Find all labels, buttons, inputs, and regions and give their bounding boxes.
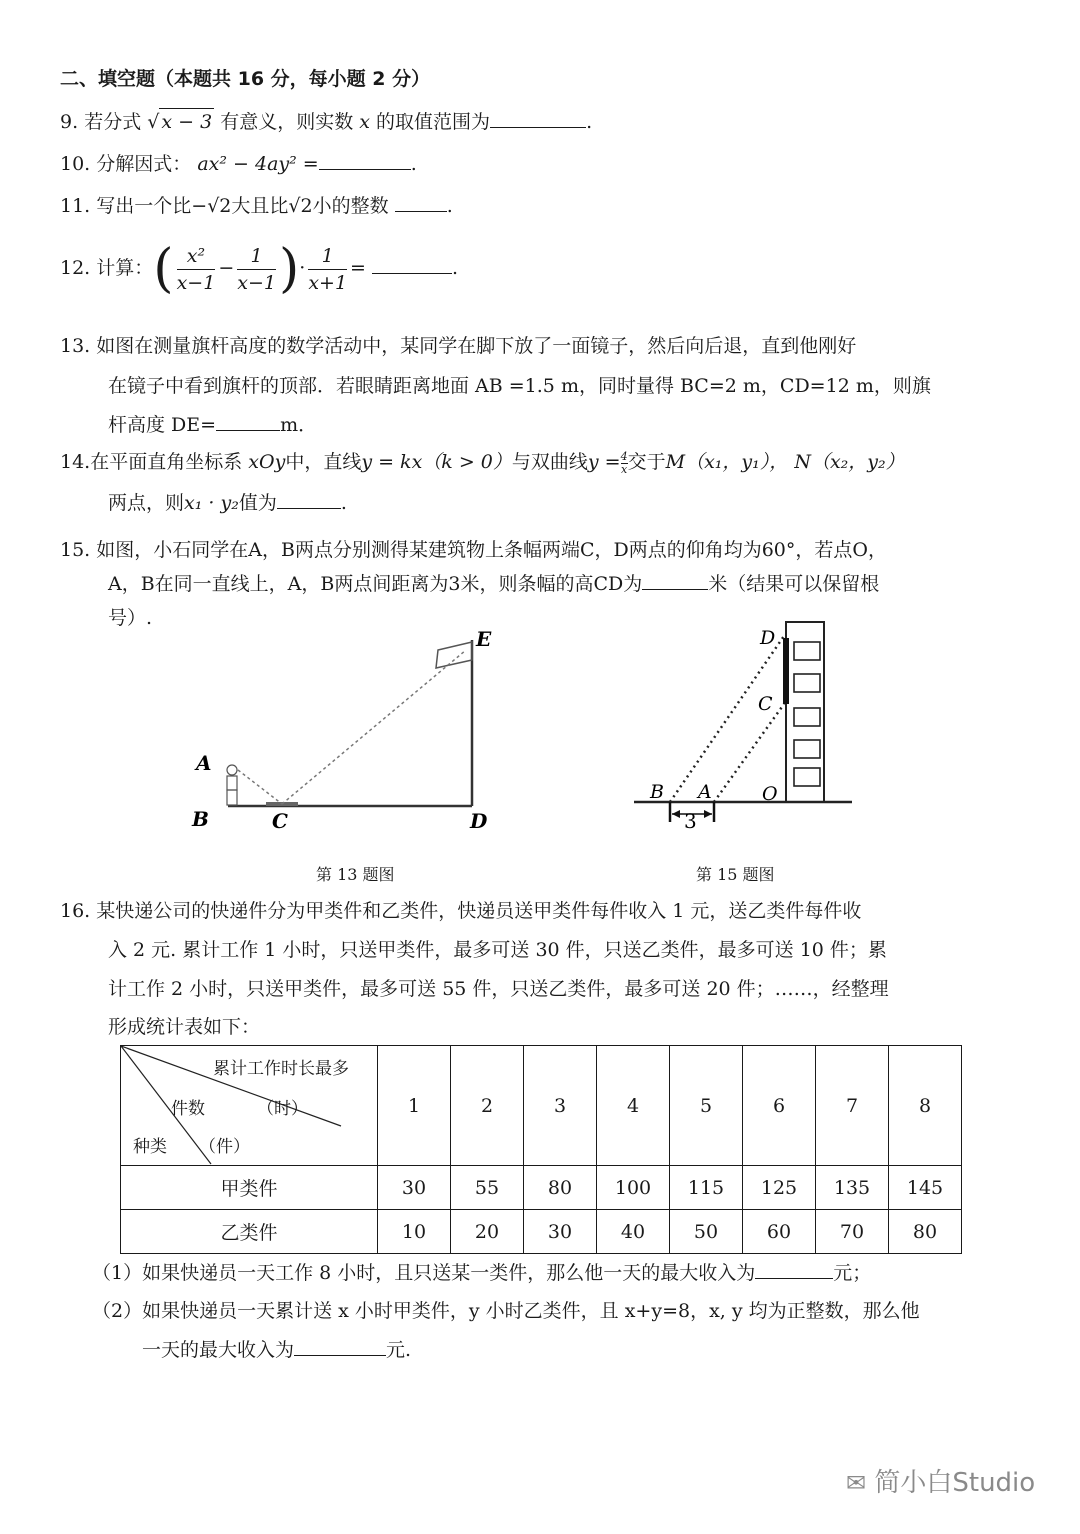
- q13-text-2: 在镜子中看到旗杆的顶部．若眼睛距离地面 AB =1.5 m，同时量得 BC=2 m，CD=12 m，则旗: [108, 375, 931, 397]
- q12-text: 计算：: [96, 257, 154, 279]
- table-cell: 40: [597, 1210, 670, 1254]
- q16-text-4: 形成统计表如下：: [108, 1016, 261, 1038]
- q10-number: 10.: [60, 153, 91, 175]
- table-header-row: [121, 1046, 962, 1166]
- fig13-label-d: D: [470, 809, 488, 833]
- q14-point-m: M（x₁，y₁），: [665, 451, 789, 473]
- q16-sub1-answer-blank[interactable]: [755, 1260, 833, 1279]
- q13-answer-blank[interactable]: [216, 412, 280, 431]
- wechat-icon: ✉: [846, 1469, 867, 1497]
- question-14-line-1: [60, 449, 905, 476]
- q11-neg-root: −√2: [191, 195, 232, 217]
- question-12: 12. 计算：( $\frac{\text{x²}}{x-1}$ − $\frac{1}{x-1}$ )· $\frac{1}{x+1}$ = .: [60, 239, 459, 299]
- q14-point-n: N（x₂，y₂）: [794, 451, 905, 473]
- q14-expression: x₁ · y₂: [184, 492, 239, 514]
- table-cell: 55: [451, 1166, 524, 1210]
- q9-text-3: 的取值范围为: [376, 111, 491, 133]
- hour-cell: 7: [816, 1046, 889, 1166]
- q12-equals: =: [350, 257, 366, 279]
- q10-expression: ax² − 4ay² =: [197, 153, 319, 175]
- fig15-building: [786, 622, 824, 802]
- q10-text: 分解因式：: [96, 153, 192, 175]
- q16-text-3: 计工作 2 小时，只送甲类件，最多可送 55 件，只送乙类件，最多可送 20 件；……，经整理: [108, 978, 889, 1000]
- q14-text-2: 中，直线: [285, 451, 362, 473]
- q11-text-2: 大且比: [231, 195, 289, 217]
- q9-radicand: x − 3: [159, 108, 214, 135]
- q15-answer-blank[interactable]: [642, 571, 708, 590]
- watermark-text: 简小白Studio: [874, 1468, 1036, 1498]
- hour-cell: 8: [889, 1046, 962, 1166]
- q16-sub1-unit: 元；: [833, 1262, 872, 1284]
- q11-root: √2: [288, 195, 313, 217]
- fig15-label-o: O: [762, 783, 778, 805]
- q16-sub2-text-2: 一天的最大收入为: [142, 1339, 295, 1361]
- q15-text-1: 如图，小石同学在A，B两点分别测得某建筑物上条幅两端C，D两点的仰角均为60°，若点O，: [96, 539, 887, 561]
- q14-hyperbola-fraction: $\frac{4}{x}$: [620, 449, 628, 476]
- table-cell: 20: [451, 1210, 524, 1254]
- corner-label-count: 件数: [171, 1099, 205, 1119]
- q12-end: .: [452, 257, 459, 279]
- corner-label-type: 种类: [133, 1137, 167, 1157]
- table-cell: 60: [743, 1210, 816, 1254]
- table-cell: 50: [670, 1210, 743, 1254]
- question-16-line-1: [60, 898, 861, 924]
- q12-minus: −: [218, 257, 235, 279]
- section-title: 二、填空题（本题共 16 分，每小题 2 分）: [60, 68, 431, 90]
- fig13-person: [227, 765, 237, 805]
- hour-cell: 6: [743, 1046, 816, 1166]
- corner-label-hours: 累计工作时长最多: [213, 1059, 349, 1079]
- q14-end: .: [340, 492, 347, 514]
- q10-answer-blank[interactable]: [319, 151, 411, 170]
- fig13-flag: [436, 642, 472, 668]
- table-cell: 115: [670, 1166, 743, 1210]
- fig13-sight-line-2: [282, 650, 466, 804]
- question-11: [60, 193, 453, 219]
- q9-variable: x: [359, 111, 370, 133]
- table-cell: 30: [378, 1166, 451, 1210]
- q9-end: .: [586, 111, 593, 133]
- q14-hyperbola: y =: [587, 451, 621, 473]
- q15-text-2: A，B在同一直线上，A，B两点间距离为3米，则条幅的高CD为: [108, 573, 643, 595]
- q11-text-3: 小的整数: [312, 195, 389, 217]
- table-cell: 135: [816, 1166, 889, 1210]
- question-13-line-1: [60, 333, 856, 359]
- stats-table: [120, 1045, 962, 1254]
- fig15-label-b: B: [650, 781, 664, 803]
- table-cell: 125: [743, 1166, 816, 1210]
- corner-label-hour-unit: （时）: [257, 1099, 308, 1119]
- figure-13: [180, 620, 520, 840]
- q12-dot: ·: [299, 257, 306, 279]
- q14-text: 在平面直角坐标系: [90, 451, 243, 473]
- q16-sub2-unit: 元.: [386, 1339, 412, 1361]
- q16-sub1-text: （1）如果快递员一天工作 8 小时，且只送某一类件，那么他一天的最大收入为: [92, 1262, 756, 1284]
- question-15-line-2: [108, 571, 879, 597]
- fig13-label-e: E: [476, 627, 492, 651]
- q12-fraction-1: $\frac{\text{x²}}{x-1}$: [176, 244, 216, 294]
- q16-sub-1: [92, 1260, 871, 1286]
- hour-cell: 2: [451, 1046, 524, 1166]
- hour-cell: 1: [378, 1046, 451, 1166]
- q12-answer-blank[interactable]: [372, 243, 452, 274]
- q16-number: 16.: [60, 900, 91, 922]
- table-cell: 80: [889, 1210, 962, 1254]
- q16-text-1: 某快递公司的快递件分为甲类件和乙类件，快递员送甲类件每件收入 1 元，送乙类件每件收: [96, 900, 862, 922]
- q9-sqrt: √ x − 3: [147, 111, 214, 133]
- table-cell: 30: [524, 1210, 597, 1254]
- q9-answer-blank[interactable]: [490, 109, 586, 128]
- row-label: 乙类件: [121, 1210, 378, 1254]
- q16-sub2-answer-blank[interactable]: [294, 1337, 386, 1356]
- q15-text-3: 米（结果可以保留根: [708, 573, 880, 595]
- hour-cell: 5: [670, 1046, 743, 1166]
- q16-sub-2: [142, 1337, 411, 1363]
- fig15-label-c: C: [758, 693, 773, 715]
- fig13-label-b: B: [192, 807, 209, 831]
- table-cell: 70: [816, 1210, 889, 1254]
- corner-label-item-unit: （件）: [199, 1137, 250, 1157]
- hour-cell: 3: [524, 1046, 597, 1166]
- q12-fraction-2: $\frac{1}{x-1}$: [237, 244, 276, 294]
- watermark: [846, 1462, 1035, 1499]
- q16-text-2: 入 2 元. 累计工作 1 小时，只送甲类件，最多可送 30 件，只送乙类件，最多可送 10 件；累: [108, 939, 887, 961]
- q13-text-1: 如图在测量旗杆高度的数学活动中，某同学在脚下放了一面镜子，然后向后退，直到他刚好: [96, 335, 857, 357]
- fig15-caption: 第 15 题图: [696, 865, 775, 884]
- fig13-caption: 第 13 题图: [316, 865, 395, 884]
- q9-text: 若分式: [84, 111, 142, 133]
- q12-fraction-3: $\frac{1}{x+1}$: [308, 244, 348, 294]
- q15-number: 15.: [60, 539, 91, 561]
- q11-end: .: [446, 195, 453, 217]
- fig15-label-d: D: [760, 627, 776, 649]
- fig15-distance-label: 3: [684, 809, 697, 833]
- q14-text-4: 交于: [627, 451, 666, 473]
- fig13-sight-line-1: [238, 770, 282, 804]
- fig15-label-a: A: [698, 781, 712, 803]
- table-cell: 10: [378, 1210, 451, 1254]
- table-cell: 80: [524, 1166, 597, 1210]
- q14-text-3: 与双曲线: [511, 451, 588, 473]
- table-corner-cell: [121, 1046, 378, 1166]
- table-row: [121, 1166, 962, 1210]
- q15-text-4: 号）.: [108, 607, 153, 629]
- question-15-line-1: [60, 537, 887, 563]
- q12-number: 12.: [60, 257, 91, 279]
- row-label: 甲类件: [121, 1166, 378, 1210]
- q16-sub2-text-1: （2）如果快递员一天累计送 x 小时甲类件，y 小时乙类件，且 x+y=8，x, y 均为正整数，那么他: [92, 1300, 920, 1322]
- fig15-sight-line-b: [670, 636, 784, 802]
- q11-number: 11.: [60, 195, 91, 217]
- q14-line-eq: y = kx（k > 0）: [361, 451, 512, 473]
- q9-number: 9.: [60, 111, 79, 133]
- q14-text-6: 值为: [238, 492, 277, 514]
- figure-15: [620, 618, 860, 834]
- question-13-line-3: [108, 412, 317, 438]
- fig15-windows: [794, 642, 820, 786]
- table-cell: 100: [597, 1166, 670, 1210]
- question-10: [60, 151, 417, 177]
- q14-answer-blank[interactable]: [277, 490, 341, 509]
- fig13-label-a: A: [196, 751, 212, 775]
- table-row: [121, 1210, 962, 1254]
- q14-number: 14.: [60, 451, 91, 473]
- q10-end: .: [410, 153, 417, 175]
- q13-unit: m．: [280, 414, 318, 436]
- q9-text-2: 有意义，则实数: [220, 111, 354, 133]
- table-cell: 145: [889, 1166, 962, 1210]
- question-9: [60, 108, 592, 135]
- q14-system: xOy: [248, 451, 286, 473]
- question-14-line-2: [108, 490, 347, 516]
- hour-cell: 4: [597, 1046, 670, 1166]
- q13-number: 13.: [60, 335, 91, 357]
- q11-answer-blank[interactable]: [395, 193, 447, 212]
- fig13-label-c: C: [272, 809, 288, 833]
- q11-text: 写出一个比: [96, 195, 192, 217]
- q13-text-3: 杆高度 DE=: [108, 414, 217, 436]
- q14-text-5: 两点，则: [108, 492, 185, 514]
